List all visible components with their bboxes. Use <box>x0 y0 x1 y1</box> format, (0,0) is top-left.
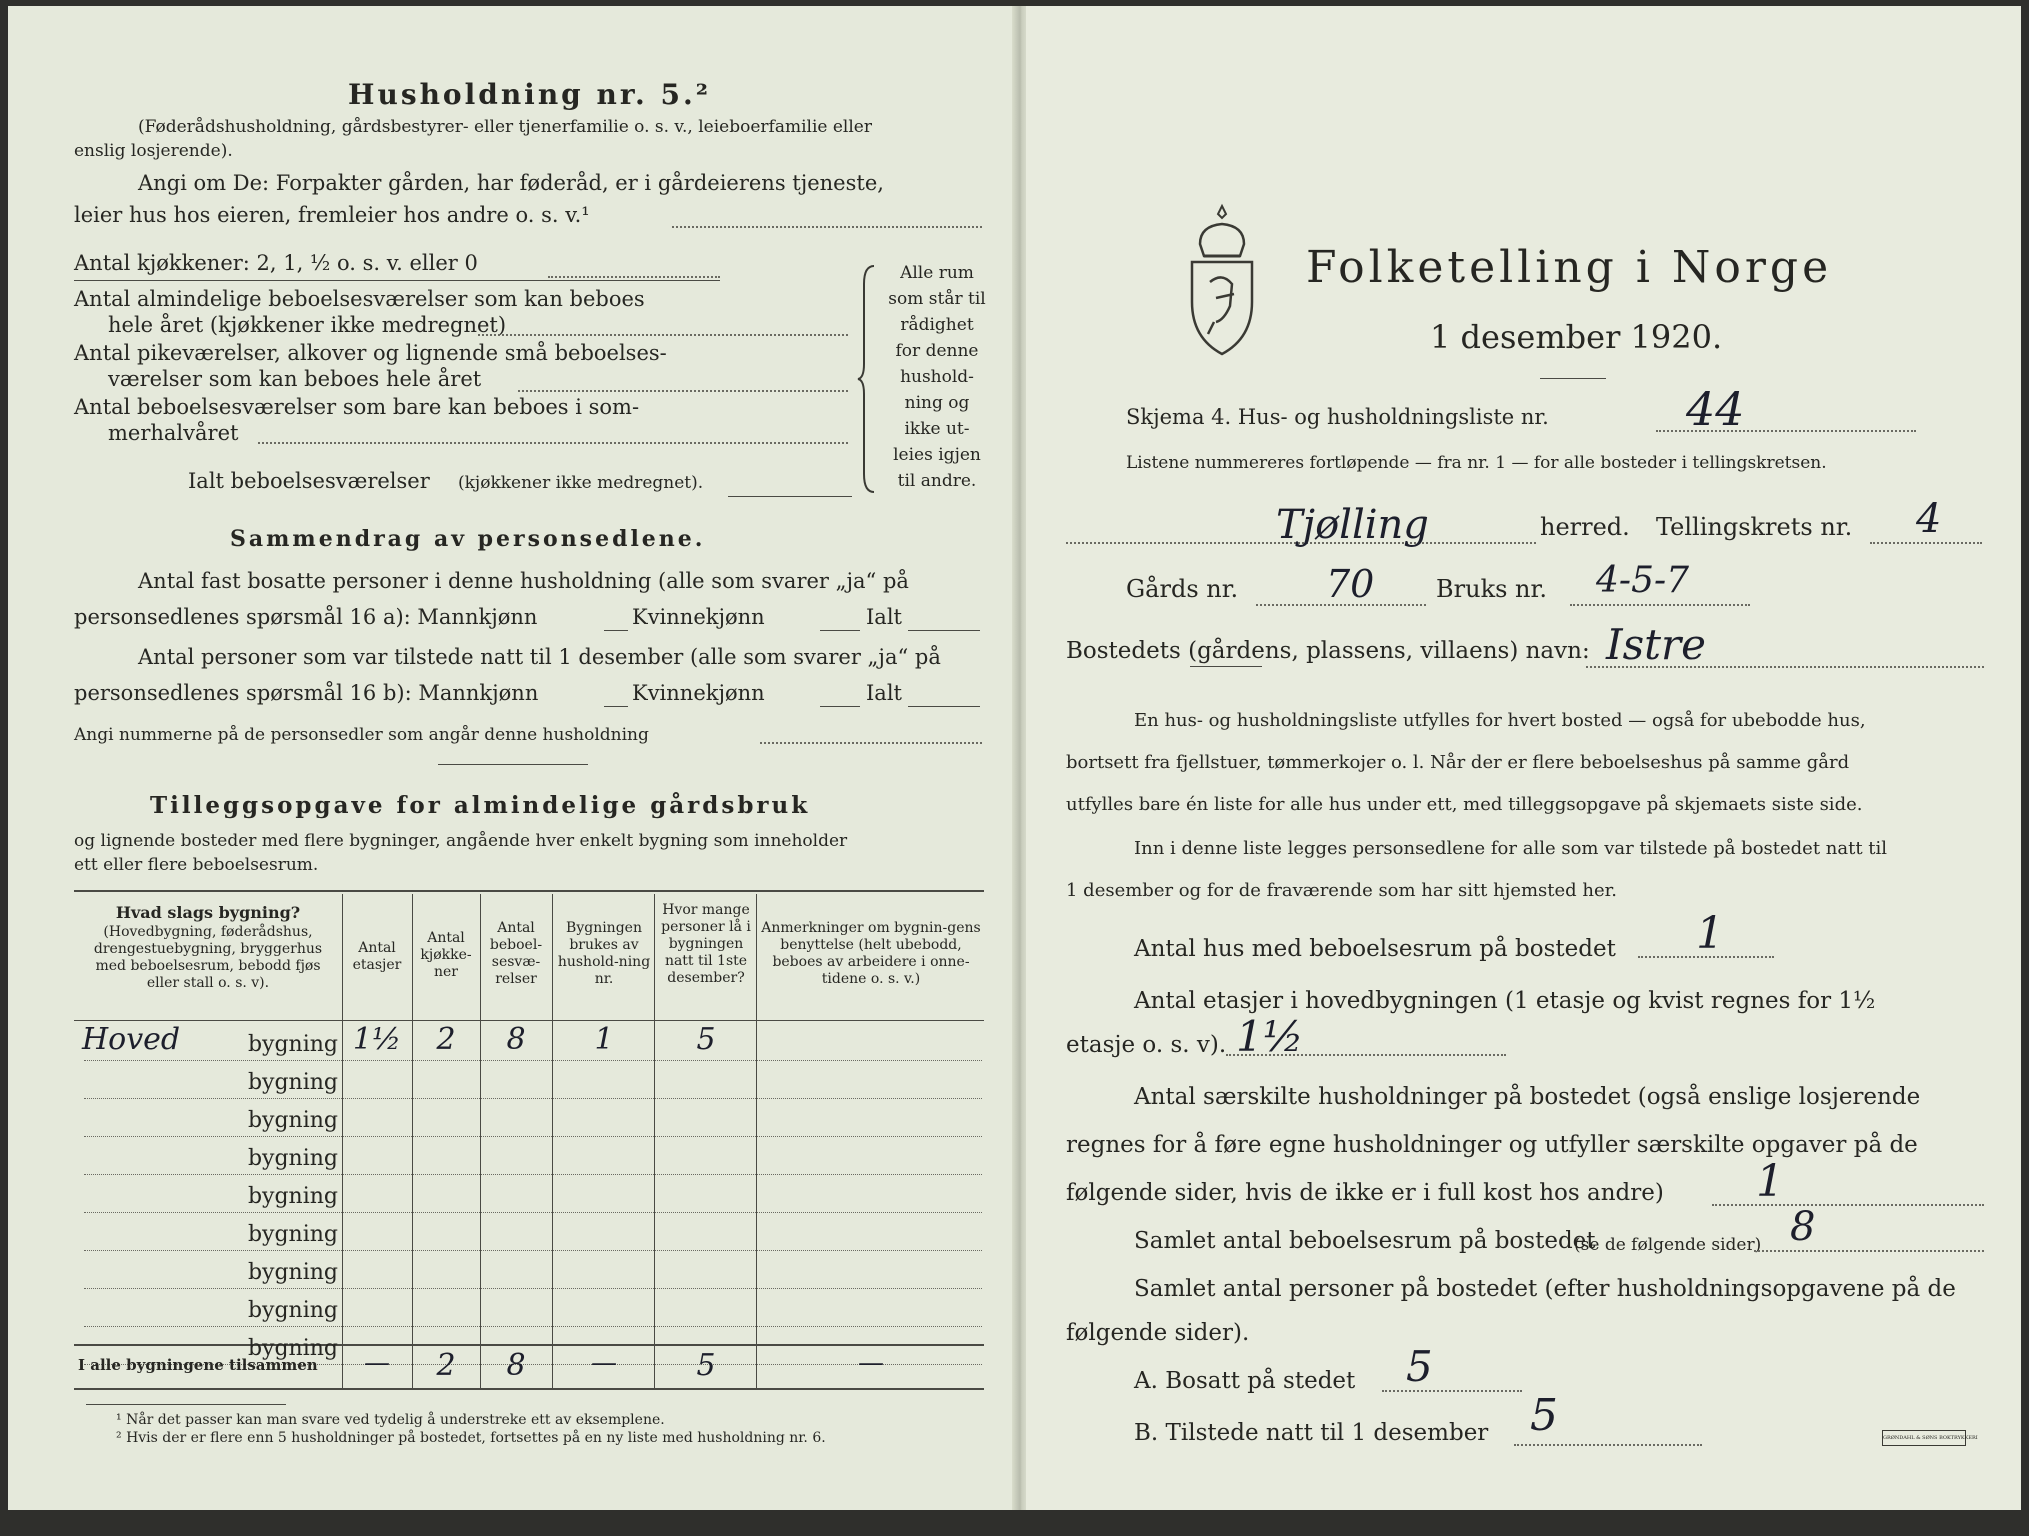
households-question-3: følgende sider, hvis de ikke er i full kost hos andre) <box>1066 1180 1664 1206</box>
kitchens-question: Antal kjøkkener: 2, 1, ½ o. s. v. eller 0 <box>74 251 478 275</box>
households-answer: 1 <box>1756 1156 1784 1207</box>
row-rule <box>84 1060 982 1061</box>
supplement-sub: og lignende bosteder med flere bygninger, angående hver enkelt bygning som inneholder <box>74 831 848 851</box>
header-floors: Antal etasjer <box>352 940 402 973</box>
header-persons: Hvor mange personer lå i bygningen natt til 1ste desember? <box>661 902 751 986</box>
tellingskrets-label: Tellingskrets nr. <box>1656 513 1853 541</box>
coat-of-arms-icon <box>1186 202 1258 358</box>
resident-persons-question: Antal fast bosatte personer i denne husholdning (alle som svarer „ja“ på <box>138 569 909 593</box>
building-label: bygning <box>247 1222 338 1247</box>
floors-question: Antal etasjer i hovedbygningen (1 etasje og kvist regnes for 1½ <box>1134 988 1876 1014</box>
total-household: — <box>591 1348 617 1378</box>
row-rule <box>84 1174 982 1175</box>
floors-question-2: etasje o. s. v). <box>1066 1032 1227 1058</box>
header-remarks: Anmerkninger om bygnin-gens benyttelse (helt ubebodd, beboes av arbeidere i onne-tidene o. s. v.) <box>761 920 981 987</box>
households-question-2: regnes for å føre egne husholdninger og utfyller særskilte opgaver på de <box>1066 1132 1918 1158</box>
form-title: Folketelling i Norge <box>1306 242 1833 293</box>
building-label: bygning <box>247 1336 338 1361</box>
person-numbers-question: Angi nummerne på de personsedler som angår denne husholdning <box>74 725 649 745</box>
present-value: 5 <box>1530 1390 1558 1441</box>
houses-question: Antal hus med beboelsesrum på bostedet <box>1134 936 1616 962</box>
building-label: bygning <box>247 1032 338 1057</box>
right-page <box>1026 6 2021 1510</box>
side-note: Alle rum som står til rådighet for denne hushold- ning og ikke ut- leies igjen til andre. <box>888 263 986 491</box>
row-rule <box>84 1098 982 1099</box>
resident-persons-question-2: personsedlenes spørsmål 16 a): Mannkjønn <box>74 605 538 629</box>
houses-answer: 1 <box>1696 908 1724 959</box>
household-intro: (Føderådshusholdning, gårdsbestyrer- eller tjenerfamilie o. s. v., leieboerfamilie eller <box>138 117 872 137</box>
total-rooms: 8 <box>506 1348 526 1383</box>
present-women-label: Kvinnekjønn <box>632 681 765 705</box>
tenure-question-2: leier hus hos eieren, fremleier hos andre o. s. v.¹ <box>74 203 590 227</box>
cell-kitchens: 2 <box>436 1022 456 1057</box>
building-name: Hoved <box>82 1022 181 1057</box>
supplement-heading: Tilleggsopgave for almindelige gårdsbruk <box>150 792 811 819</box>
row-rule <box>84 1250 982 1251</box>
building-label: bygning <box>247 1070 338 1095</box>
total-rooms-label: Ialt beboelsesværelser <box>188 469 430 493</box>
tenure-question: Angi om De: Forpakter gården, har føderåd, er i gårdeierens tjeneste, <box>138 171 884 195</box>
ordinary-rooms-question: Antal almindelige beboelsesværelser som kan beboes <box>74 287 645 311</box>
footnote-1: ¹ Når det passer kan man svare ved tydelig å understreke ett av eksemplene. <box>116 1412 665 1428</box>
rooms-question: Samlet antal beboelsesrum på bostedet <box>1134 1228 1596 1254</box>
total-label: I alle bygningene tilsammen <box>78 1356 318 1374</box>
cell-persons: 5 <box>696 1022 716 1057</box>
summer-rooms-question: Antal beboelsesværelser som bare kan beboes i som- <box>74 395 640 419</box>
left-page <box>8 6 1018 1510</box>
building-label: bygning <box>247 1146 338 1171</box>
herred-value: Tjølling <box>1276 502 1429 548</box>
present-label: B. Tilstede natt til 1 desember <box>1134 1420 1489 1446</box>
row-rule <box>84 1326 982 1327</box>
total-persons: 5 <box>696 1348 716 1383</box>
total-kitchens: 2 <box>436 1348 456 1383</box>
header-building-type: Hvad slags bygning? (Hovedbygning, føderådshus, drengestuebygning, bryggerhus med beboelsesrum, bebodd fjøs eller stall o. s. v). <box>93 903 323 991</box>
printer-stamp: GRØNDAHL & SØNS BOKTRYKKERI <box>1882 1430 1966 1446</box>
persons-question: Samlet antal personer på bostedet (efter husholdningsopgavene på de <box>1134 1276 1956 1302</box>
maid-rooms-question: Antal pikeværelser, alkover og lignende små beboelses- <box>74 341 667 365</box>
tellingskrets-value: 4 <box>1916 496 1942 542</box>
bruks-value: 4-5-7 <box>1596 560 1690 601</box>
resident-label: A. Bosatt på stedet <box>1134 1368 1356 1394</box>
total-floors: — <box>364 1348 390 1378</box>
building-label: bygning <box>247 1184 338 1209</box>
total-remarks: — <box>858 1348 884 1378</box>
census-date: 1 desember 1920. <box>1430 318 1723 356</box>
cell-household: 1 <box>594 1022 614 1057</box>
brace-icon <box>858 264 878 494</box>
instruction-2: bortsett fra fjellstuer, tømmerkojer o. l. Når der er flere beboelseshus på samme gård <box>1066 752 1850 773</box>
resident-women-label: Kvinnekjønn <box>632 605 765 629</box>
list-note: Listene nummereres fortløpende — fra nr. 1 — for alle bosteder i tellingskretsen. <box>1126 453 1827 473</box>
bosted-value: Istre <box>1606 620 1706 669</box>
summary-heading: Sammendrag av personsedlene. <box>230 526 706 552</box>
header-kitchens: Antal kjøkke-ner <box>420 930 472 980</box>
instruction-1: En hus- og husholdningsliste utfylles for hvert bosted — også for ubebodde hus, <box>1134 710 1866 731</box>
instruction-3: utfylles bare én liste for alle hus under ett, med tilleggsopgave på skjemaets siste side. <box>1066 794 1863 815</box>
resident-value: 5 <box>1406 1342 1433 1391</box>
bosted-label: Bostedets (gårdens, plassens, villaens) navn: <box>1066 638 1590 664</box>
households-question: Antal særskilte husholdninger på bostedet (også enslige losjerende <box>1134 1084 1921 1110</box>
row-rule <box>84 1136 982 1137</box>
persons-question-2: følgende sider). <box>1066 1320 1250 1346</box>
building-label: bygning <box>247 1260 338 1285</box>
census-form-spread <box>8 6 2021 1510</box>
header-household: Bygningen brukes av hushold-ning nr. <box>557 920 651 987</box>
household-intro-2: enslig losjerende). <box>74 141 233 161</box>
instruction-4: Inn i denne liste legges personsedlene for alle som var tilstede på bostedet natt til <box>1134 838 1888 859</box>
present-total-label: Ialt <box>866 681 902 705</box>
cell-floors: 1½ <box>352 1022 402 1057</box>
gards-label: Gårds nr. <box>1126 575 1239 603</box>
floors-answer: 1½ <box>1236 1012 1304 1061</box>
row-rule <box>84 1212 982 1213</box>
household-title: Husholdning nr. 5.² <box>348 78 712 111</box>
header-rooms: Antal beboel-sesvæ-relser <box>489 920 543 987</box>
present-persons-question: Antal personer som var tilstede natt til 1 desember (alle som svarer „ja“ på <box>138 645 941 669</box>
maid-rooms-question-2: værelser som kan beboes hele året <box>108 367 482 391</box>
schema-label: Skjema 4. Hus- og husholdningsliste nr. <box>1126 405 1549 429</box>
building-label: bygning <box>247 1298 338 1323</box>
herred-label: herred. <box>1540 513 1630 541</box>
bruks-label: Bruks nr. <box>1436 575 1547 603</box>
cell-rooms: 8 <box>506 1022 526 1057</box>
footnote-2: ² Hvis der er flere enn 5 husholdninger på bostedet, fortsettes på en ny liste med husholdning nr. 6. <box>116 1430 826 1446</box>
gards-value: 70 <box>1326 562 1375 606</box>
ordinary-rooms-question-2: hele året (kjøkkener ikke medregnet) <box>108 313 507 337</box>
row-rule <box>84 1288 982 1289</box>
resident-total-label: Ialt <box>866 605 902 629</box>
supplement-sub-2: ett eller flere beboelsesrum. <box>74 855 319 875</box>
rooms-answer: 8 <box>1790 1204 1816 1250</box>
instruction-5: 1 desember og for de fraværende som har sitt hjemsted her. <box>1066 880 1617 901</box>
summer-rooms-question-2: merhalvåret <box>108 421 239 445</box>
rooms-question-note: (se de følgende sider) <box>1574 1235 1762 1255</box>
present-persons-question-2: personsedlenes spørsmål 16 b): Mannkjønn <box>74 681 539 705</box>
building-label: bygning <box>247 1108 338 1133</box>
list-number: 44 <box>1686 382 1745 436</box>
total-rooms-note: (kjøkkener ikke medregnet). <box>458 473 704 493</box>
